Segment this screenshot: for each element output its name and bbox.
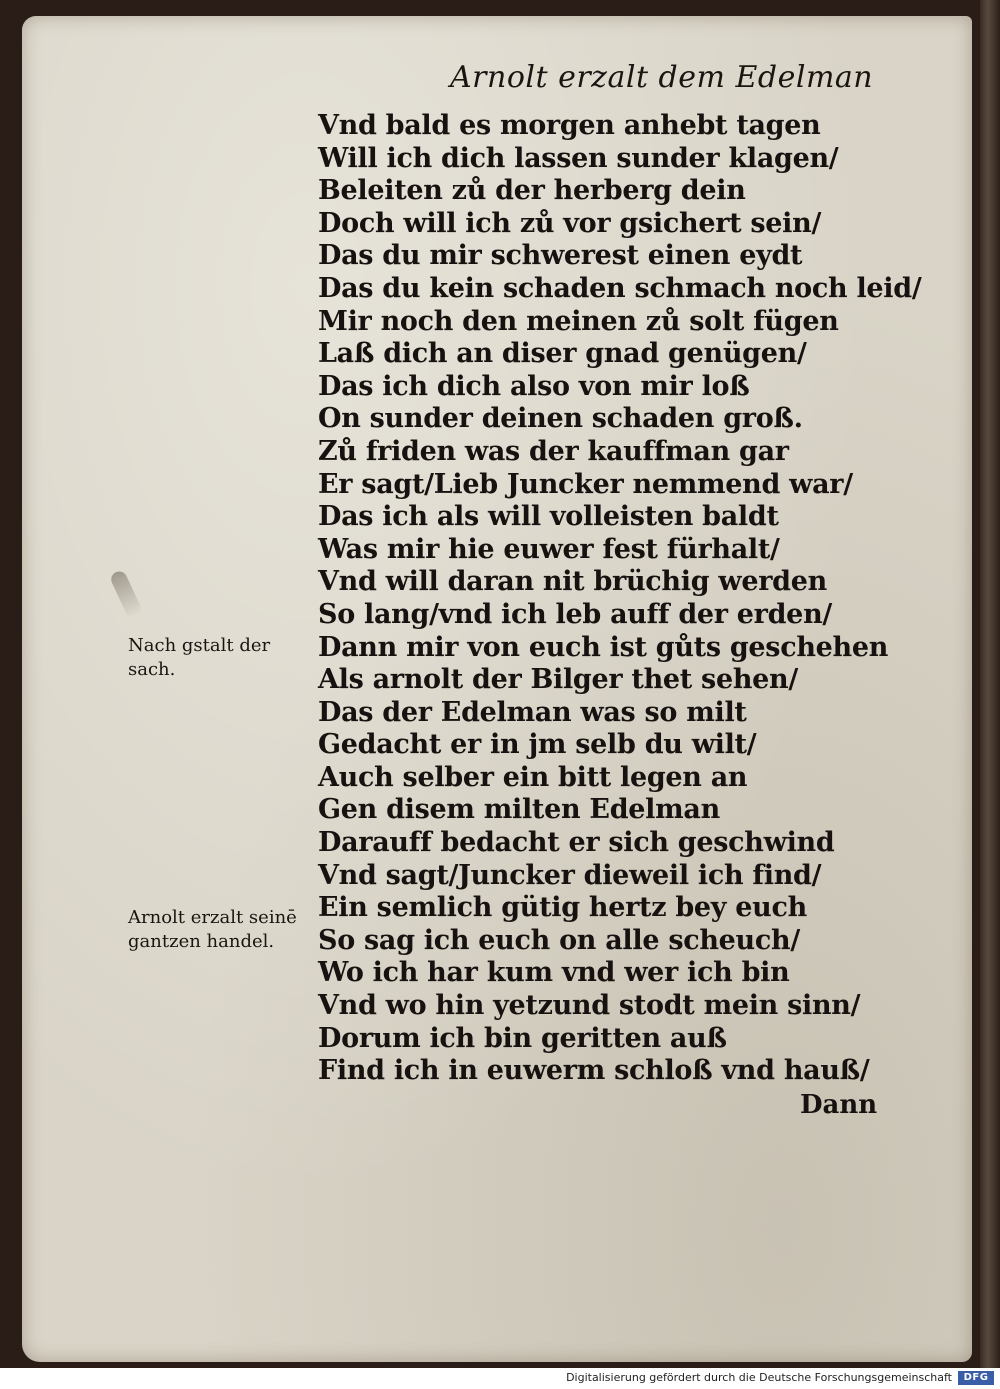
verse-line: Wo ich har kum vnd wer ich bin [318,957,790,989]
running-head: Arnolt erzalt dem Edelman [450,60,874,95]
book-edge [980,0,1000,1368]
marginal-note-handel [128,906,297,954]
verse-line: Das ich als will volleisten baldt [318,501,779,533]
verse-line: Darauff bedacht er sich geschwind [318,827,835,859]
verse-line: Er sagt/Lieb Juncker nemmend war/ [318,468,853,500]
dfg-logo-icon: DFG [958,1371,994,1385]
verse-line: Vnd will daran nit brüchig werden [318,566,827,598]
marginal-note-gstalt [128,634,270,682]
verse-line: Zů friden was der kauffman gar [318,435,789,467]
catchword: Dann [800,1090,878,1120]
verse-line: Gedacht er in jm selb du wilt/ [318,729,757,761]
verse-line: Beleiten zů der herberg dein [318,175,746,207]
verse-line: Laß dich an diser gnad genügen/ [318,338,807,370]
verse-line: So lang/vnd ich leb auff der erden/ [318,598,832,630]
verse-line: Das ich dich also von mir loß [318,370,750,402]
verse-line: Als arnolt der Bilger thet sehen/ [318,664,798,696]
marginal-note-line: sach. [128,659,176,680]
verse-line: Was mir hie euwer fest fürhalt/ [318,533,780,565]
verse-line: Vnd bald es morgen anhebt tagen [318,110,821,141]
marginal-note-line: Nach gstalt der [128,635,271,656]
verse-line: Find ich in euwerm schloß vnd hauß/ [318,1055,870,1087]
verse-line: Doch will ich zů vor gsichert sein/ [318,207,822,239]
marginal-note-line: Arnolt erzalt seinē [128,907,297,928]
verse-line: Dorum ich bin geritten auß [318,1022,727,1054]
verse-text [318,110,921,1088]
verse-line: Vnd sagt/Juncker dieweil ich find/ [318,859,822,891]
verse-line: Gen disem milten Edelman [318,794,720,826]
footer-credit: Digitalisierung gefördert durch die Deutsche Forschungsgemeinschaft [566,1371,952,1384]
verse-line: Das du kein schaden schmach noch leid/ [318,272,922,304]
verse-line: Dann mir von euch ist gůts geschehen [318,631,889,663]
verse-line: Ein semlich gütig hertz bey euch [318,892,807,924]
verse-line: Auch selber ein bitt legen an [318,761,748,793]
verse-line: Will ich dich lassen sunder klagen/ [318,142,839,174]
marginal-note-line: gantzen handel. [128,931,275,952]
footer-bar [0,1368,1000,1389]
verse-line: Das der Edelman was so milt [318,696,747,728]
verse-line: So sag ich euch on alle scheuch/ [318,924,800,956]
verse-line: Mir noch den meinen zů solt fügen [318,305,839,337]
verse-line: Vnd wo hin yetzund stodt mein sinn/ [318,990,861,1022]
verse-line: On sunder deinen schaden groß. [318,403,803,435]
verse-line: Das du mir schwerest einen eydt [318,240,803,272]
